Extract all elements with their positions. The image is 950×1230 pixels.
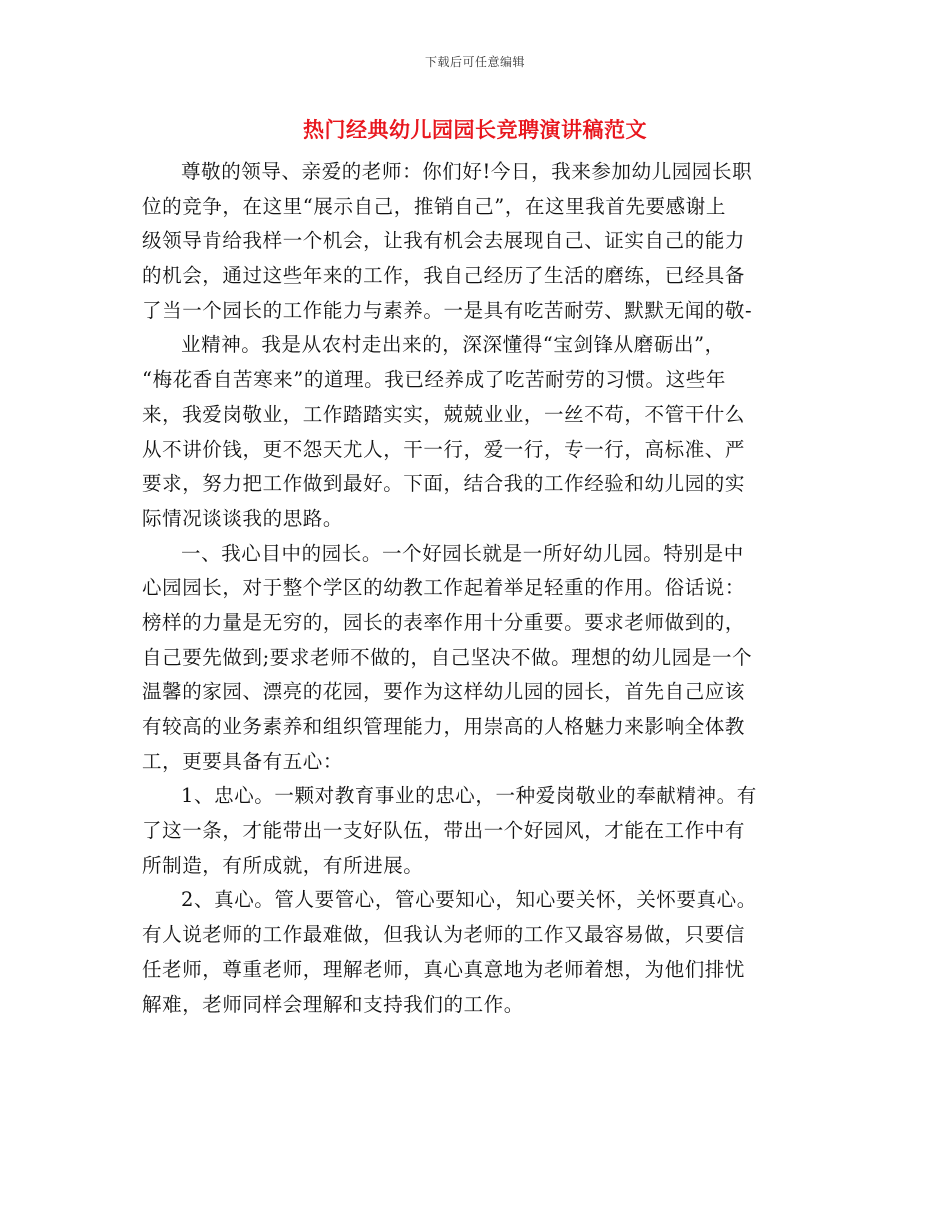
paragraph-line: 了当一个园长的工作能力与素养。一是具有吃苦耐劳、默默无闻的敬- [142, 298, 753, 322]
paragraph-line: 尊敬的领导、亲爱的老师：你们好!今日，我来参加幼儿园园长职 [181, 160, 753, 183]
paragraph-line: 一、我心目中的园长。一个好园长就是一所好幼儿园。特别是中 [181, 541, 744, 565]
header-note: 下载后可任意编辑 [424, 55, 525, 69]
paragraph-line: 级领导肯给我样一个机会，让我有机会去展现自己、证实自己的能力 [142, 229, 746, 253]
paragraph-line: 榜样的力量是无穷的，园长的表率作用十分重要。要求老师做到的， [142, 610, 746, 634]
paragraph-line: 解难，老师同样会理解和支持我们的工作。 [142, 992, 524, 1016]
paragraph-line: 2、真心。管人要管心，管心要知心，知心要关怀，关怀要真心。 [181, 888, 757, 912]
paragraph-line: 位的竞争，在这里“展示自己，推销自己”，在这里我首先要感谢上 [142, 194, 726, 218]
paragraph-line: 业精神。我是从农村走出来的，深深懂得“宝剑锋从磨砺出”， [181, 333, 725, 357]
paragraph-line: 的机会，通过这些年来的工作，我自己经历了生活的磨练，已经具备 [142, 264, 746, 288]
paragraph-line: 所制造，有所成就，有所进展。 [142, 853, 424, 877]
paragraph-line: 有较高的业务素养和组织管理能力，用崇高的人格魅力来影响全体教 [142, 715, 746, 738]
paragraph-line: 自己要先做到;要求老师不做的，自己坚决不做。理想的幼儿园是一个 [142, 645, 753, 669]
paragraph-line: 温馨的家园、漂亮的花园，要作为这样幼儿园的园长，首先自己应该 [142, 680, 746, 704]
paragraph-line: 来，我爱岗敬业，工作踏踏实实，兢兢业业，一丝不苟，不管干什么 [142, 402, 746, 426]
paragraph-line: 有人说老师的工作最难做，但我认为老师的工作又最容易做，只要信 [142, 923, 746, 947]
paragraph-line: 1、忠心。一颗对教育事业的忠心，一种爱岗敬业的奉献精神。有 [181, 784, 757, 808]
document-body [142, 155, 810, 1022]
paragraph-line: 任老师，尊重老师，理解老师，真心真意地为老师着想，为他们排忧 [142, 957, 746, 981]
paragraph-line: 心园园长，对于整个学区的幼教工作起着举足轻重的作用。俗话说： [142, 576, 746, 600]
paragraph-line: 工，更要具备有五心： [142, 749, 344, 773]
paragraph-line: 了这一条，才能带出一支好队伍，带出一个好园风，才能在工作中有 [142, 819, 746, 843]
paragraph-line: 际情况谈谈我的思路。 [142, 506, 344, 530]
document-title: 热门经典幼儿园园长竞聘演讲稿范文 [303, 118, 647, 142]
paragraph-line: “梅花香自苦寒来”的道理。我已经养成了吃苦耐劳的习惯。这些年 [142, 368, 726, 392]
paragraph-line: 要求，努力把工作做到最好。下面，结合我的工作经验和幼儿园的实 [142, 472, 746, 496]
paragraph-line: 从不讲价钱，更不怨天尤人，干一行，爱一行，专一行，高标准、严 [142, 437, 746, 461]
